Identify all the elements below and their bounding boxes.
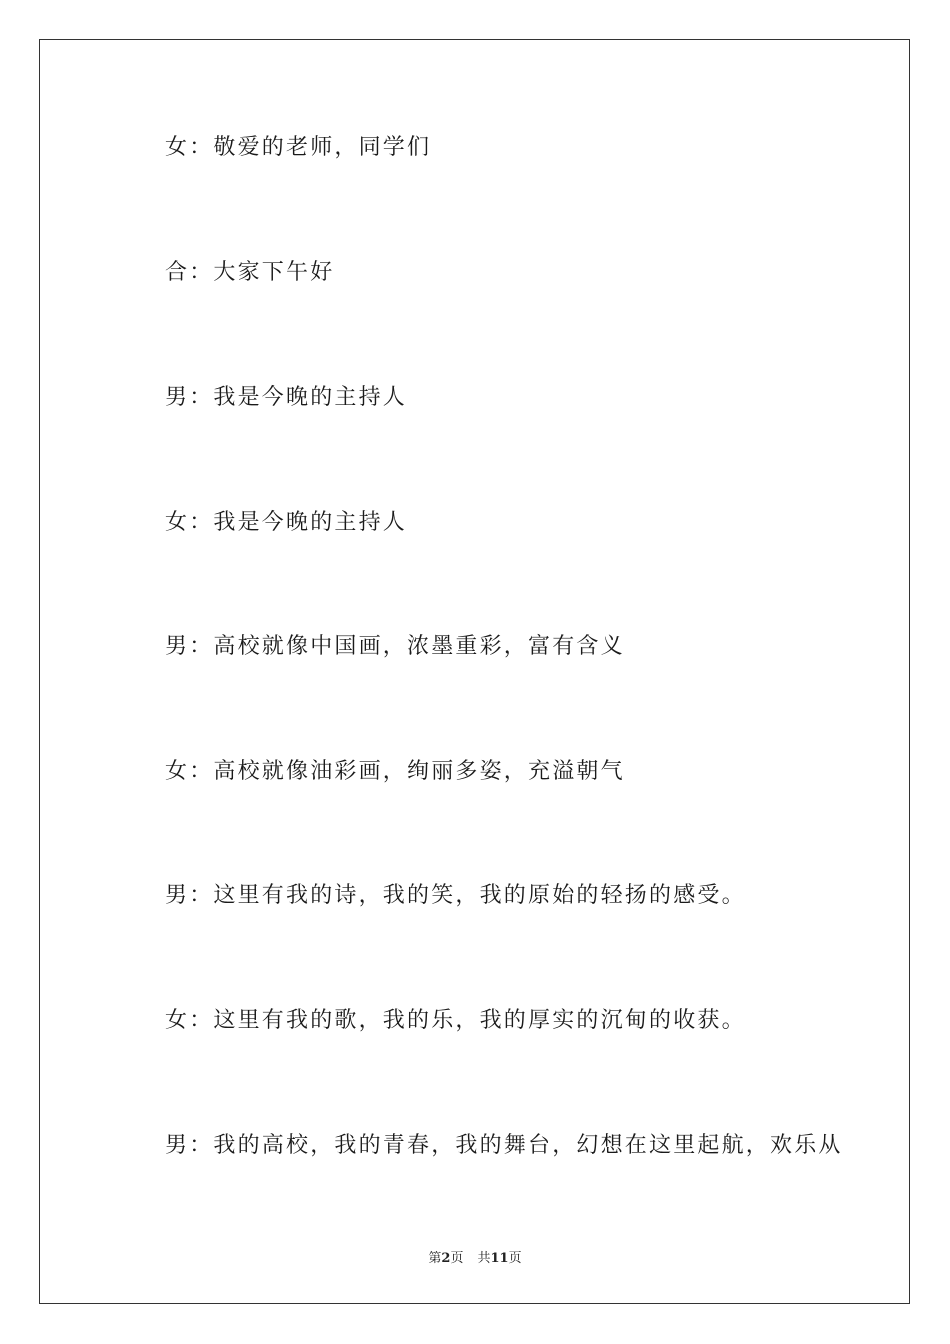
page-border [39,39,910,1304]
total-pages: 11 [490,1251,509,1266]
page-footer [0,1247,950,1266]
dialogue-line: 女：我是今晚的主持人 [165,510,408,535]
dialogue-line: 女：高校就像油彩画，绚丽多姿，充溢朝气 [165,759,625,784]
dialogue-line: 女：这里有我的歌，我的乐，我的厚实的沉甸的收获。 [165,1008,746,1033]
page-prefix: 第 [428,1251,442,1266]
page-number: 2 [441,1251,451,1266]
dialogue-line: 男：这里有我的诗，我的笑，我的原始的轻扬的感受。 [165,883,746,908]
dialogue-line: 合：大家下午好 [165,260,335,285]
dialogue-line: 男：我的高校，我的青春，我的舞台，幻想在这里起航，欢乐从 [165,1133,843,1158]
dialogue-line: 女：敬爱的老师，同学们 [165,135,432,160]
page-suffix: 页 [450,1251,464,1266]
total-prefix: 共 [477,1251,491,1266]
total-suffix: 页 [508,1251,522,1266]
dialogue-line: 男：高校就像中国画，浓墨重彩，富有含义 [165,634,625,659]
dialogue-line: 男：我是今晚的主持人 [165,385,408,410]
